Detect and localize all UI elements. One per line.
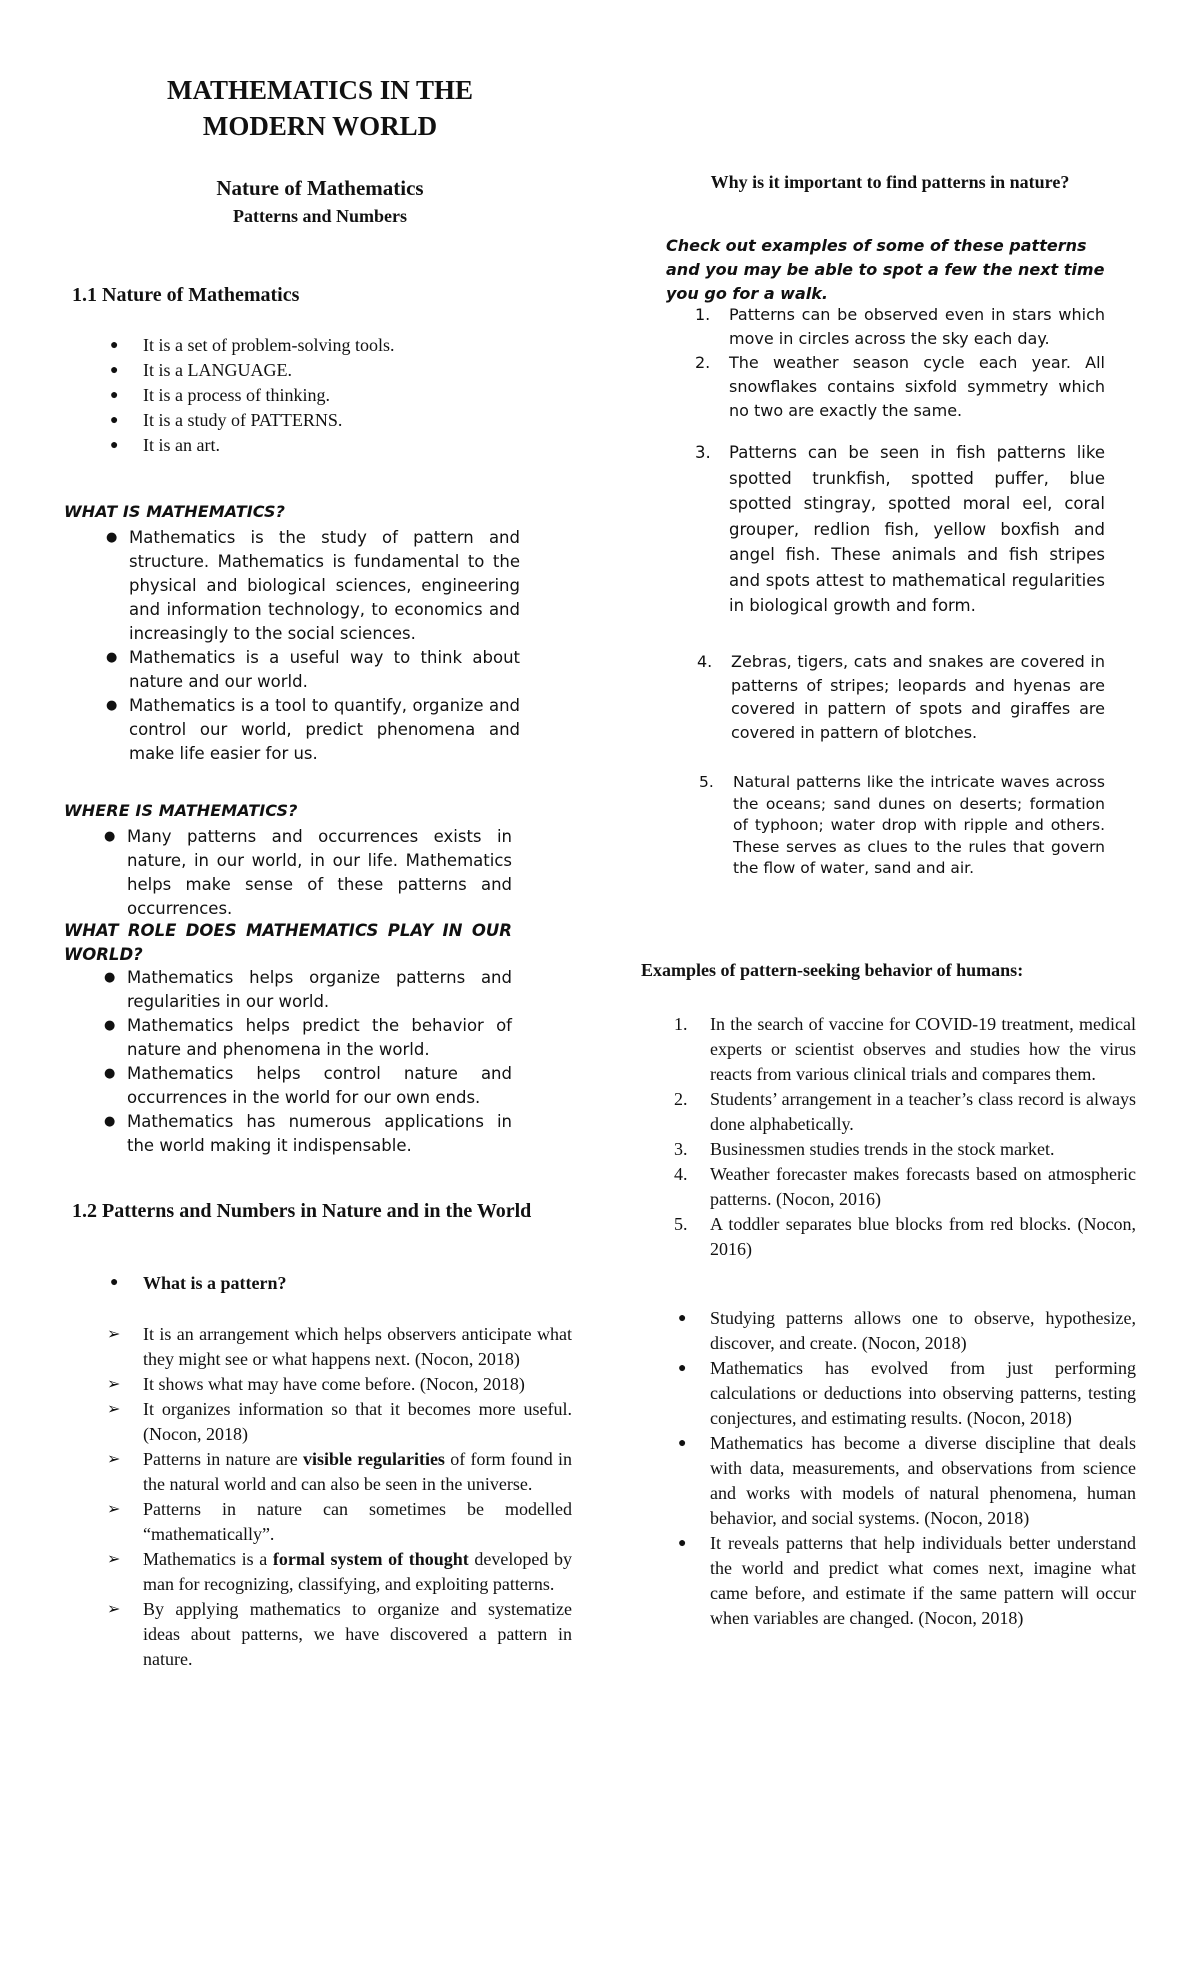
list-item: ● It is a set of problem-solving tools. (110, 335, 395, 355)
list-item: ● Mathematics has numerous applications in the world making it indispensable. (104, 1112, 512, 1155)
list-item: ➢ It is an arrangement which helps observers anticipate what they might see or what happens next. (Nocon, 2018) (107, 1324, 572, 1369)
why-heading: Why is it important to find patterns in nature? (710, 172, 1070, 192)
list-item: ● Mathematics helps control nature and occurrences in the world for our own ends. (104, 1064, 512, 1107)
why-list-a (695, 303, 1105, 423)
examples-bullets (678, 1306, 1136, 1631)
role-list (104, 966, 512, 1158)
role-heading: WHAT ROLE DOES MATHEMATICS PLAY IN OUR WORLD? (64, 921, 512, 964)
why-list-c (697, 650, 1105, 744)
list-item: 4. Weather forecaster makes forecasts based on atmospheric patterns. (Nocon, 2016) (674, 1164, 1136, 1209)
list-item: ● It is an art. (110, 435, 220, 455)
list-item: 3. Patterns can be seen in fish patterns like spotted trunkfish, spotted puffer, blue spotted stingray, spotted moral eel, coral grouper, redlion fish, yellow boxfish and angel fish. These animals and fish stripes and spots attest to mathematical regularities in biological growth and form. (695, 443, 1105, 615)
why-list-d (699, 772, 1105, 880)
examples-list (674, 1012, 1136, 1262)
list-item: ● It is a study of PATTERNS. (110, 410, 343, 430)
what-is-list (106, 526, 520, 766)
pattern-question: ● What is a pattern? (110, 1273, 287, 1293)
list-item: ● Mathematics helps predict the behavior of nature and phenomena in the world. (104, 1016, 512, 1059)
list-item: ● Mathematics is a useful way to think about nature and our world. (106, 648, 520, 691)
list-item: 2. The weather season cycle each year. All snowflakes contains sixfold symmetry which no two are exactly the same. (695, 353, 1105, 420)
list-item: ● It is a LANGUAGE. (110, 360, 292, 380)
list-item: 5. Natural patterns like the intricate waves across the oceans; sand dunes on deserts; formation of typhoon; water drop with ripple and others. These serves as clues to the rules that govern the flow of water, sand and air. (699, 773, 1105, 877)
list-item: ● Mathematics is the study of pattern and structure. Mathematics is fundamental to the physical and biological sciences, engineering and information technology, to economics and increasingly to the social sciences. (106, 528, 520, 643)
page-title (80, 72, 560, 144)
list-item: ● Mathematics has become a diverse discipline that deals with data, measurements, and observations from science and works with models of natural phenomena, human behavior, and social systems. (Nocon, 2018) (678, 1433, 1136, 1528)
list-item: ➢ Mathematics is a formal system of thought developed by man for recognizing, classifying, and exploiting patterns. (107, 1549, 573, 1594)
list-item: 4. Zebras, tigers, cats and snakes are covered in patterns of stripes; leopards and hyenas are covered in pattern of spots and giraffes are covered in pattern of blotches. (697, 652, 1105, 742)
list-item: ➢ Patterns in nature can sometimes be modelled “mathematically”. (107, 1499, 572, 1544)
list-item: ● It is a process of thinking. (110, 385, 330, 405)
list-item: ● Mathematics helps organize patterns and regularities in our world. (104, 968, 512, 1011)
list-item: ➢ By applying mathematics to organize and systematize ideas about patterns, we have discovered a pattern in nature. (107, 1599, 572, 1669)
list-item: 5. A toddler separates blue blocks from red blocks. (Nocon, 2016) (674, 1214, 1136, 1259)
list-item: ● Studying patterns allows one to observe, hypothesize, discover, and create. (Nocon, 2018) (678, 1308, 1136, 1353)
list-item: ● Many patterns and occurrences exists in nature, in our world, in our life. Mathematics helps make sense of these patterns and occurrences. (104, 827, 512, 918)
list-item: ➢ Patterns in nature are visible regularities of form found in the natural world and can also be seen in the universe. (107, 1449, 572, 1494)
where-is-list (104, 825, 512, 921)
title-line-2: MODERN WORLD (202, 111, 438, 141)
what-is-heading: WHAT IS MATHEMATICS? (64, 502, 286, 521)
list-item: 3. Businessmen studies trends in the stock market. (674, 1139, 1055, 1159)
list-item: ➢ It organizes information so that it becomes more useful. (Nocon, 2018) (107, 1399, 572, 1444)
nature-list (110, 333, 563, 458)
examples-heading: Examples of pattern-seeking behavior of humans: (641, 960, 1024, 980)
subtitle: Nature of Mathematics (216, 176, 424, 200)
title-line-1: MATHEMATICS IN THE (166, 75, 474, 105)
list-item: ● It reveals patterns that help individuals better understand the world and predict what comes next, imagine what came before, and estimate if the same pattern will occur when variables are changed. (Nocon, 2018) (678, 1533, 1136, 1628)
list-item: 1. Patterns can be observed even in stars which move in circles across the sky each day. (695, 305, 1105, 348)
list-item: ● Mathematics is a tool to quantify, organize and control our world, predict phenomena and make life easier for us. (106, 696, 520, 763)
section-1-2-heading: 1.2 Patterns and Numbers in Nature and in the World (72, 1200, 532, 1222)
section-1-1-heading: 1.1 Nature of Mathematics (72, 284, 300, 306)
why-list-b (695, 440, 1105, 619)
list-item: 2. Students’ arrangement in a teacher’s class record is always done alphabetically. (674, 1089, 1136, 1134)
list-item: 1. In the search of vaccine for COVID-19 treatment, medical experts or scientist observes and studies how the virus reacts from various clinical trials and compares them. (674, 1014, 1136, 1084)
subtitle-2: Patterns and Numbers (233, 206, 407, 226)
pattern-list (107, 1322, 573, 1672)
where-is-heading: WHERE IS MATHEMATICS? (64, 801, 298, 820)
list-item: ● Mathematics has evolved from just performing calculations or deductions into observing patterns, testing conjectures, and estimating results. (Nocon, 2018) (678, 1358, 1136, 1428)
why-intro: Check out examples of some of these patterns and you may be able to spot a few the next time you go for a walk. (666, 236, 1105, 303)
list-item: ➢ It shows what may have come before. (Nocon, 2018) (107, 1374, 525, 1394)
